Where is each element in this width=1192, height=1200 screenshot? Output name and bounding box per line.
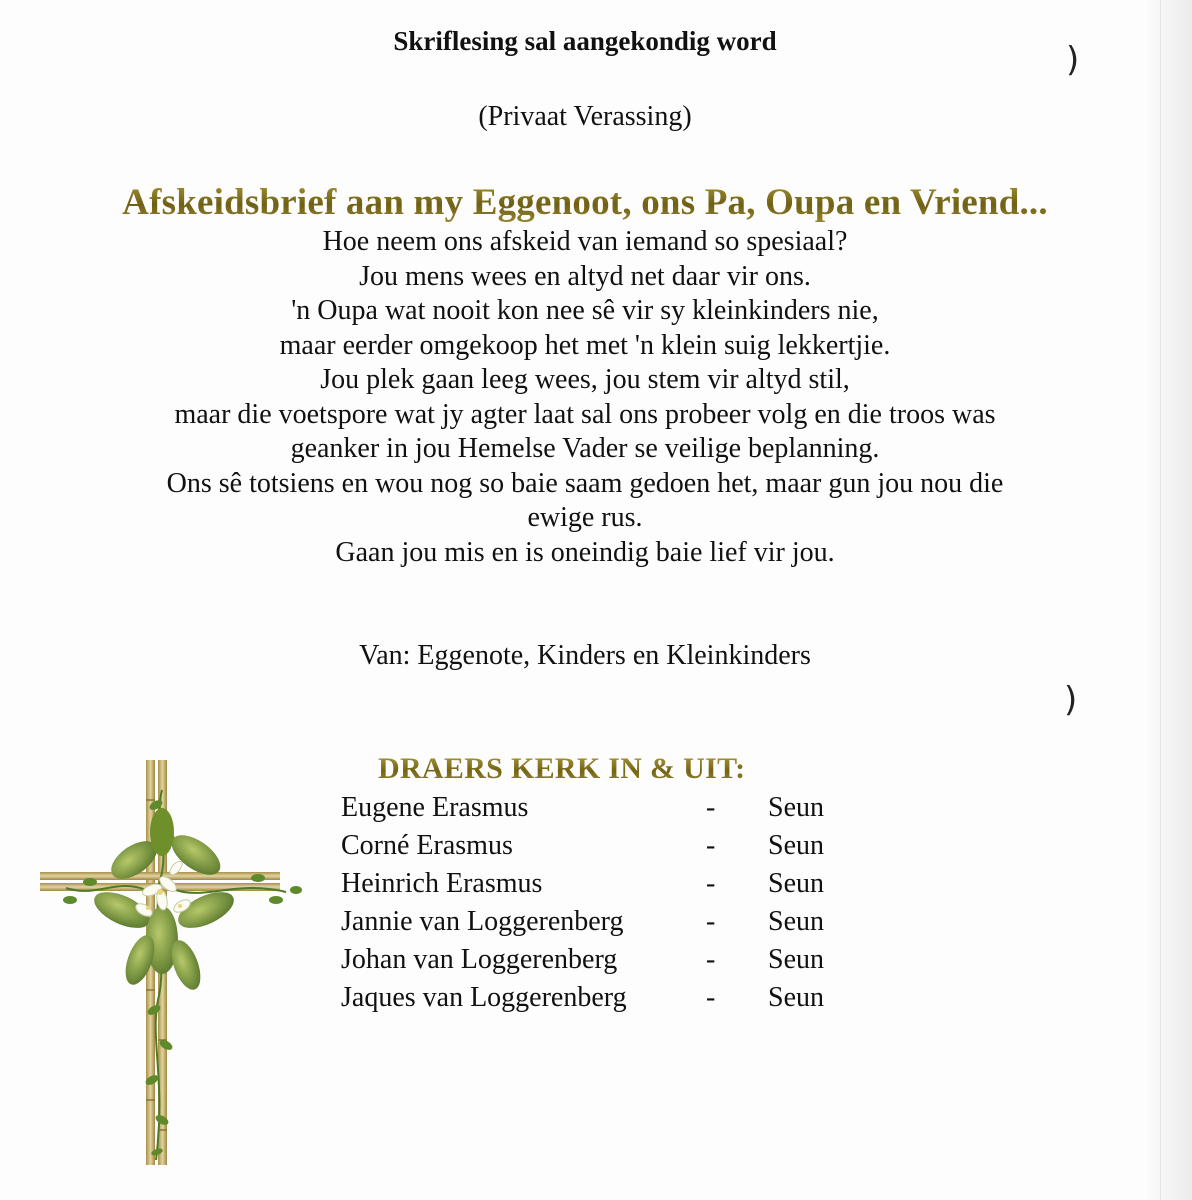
pallbearer-dash: - <box>706 792 716 823</box>
pallbearers-list <box>341 789 861 1017</box>
poem-line: maar die voetspore wat jy agter laat sal ons probeer volg en die troos was <box>174 398 996 430</box>
pallbearer-dash: - <box>706 830 716 861</box>
pallbearer-row <box>341 941 861 979</box>
pallbearer-name: Johan van Loggerenberg <box>341 944 618 975</box>
pallbearer-name: Corné Erasmus <box>341 830 513 861</box>
pallbearer-dash: - <box>706 906 716 937</box>
pallbearer-row <box>341 865 861 903</box>
pallbearer-dash: - <box>706 944 716 975</box>
pallbearer-name: Jannie van Loggerenberg <box>341 906 624 937</box>
scan-edge-line <box>1160 0 1161 1200</box>
poem-line: 'n Oupa wat nooit kon nee sê vir sy kleinkinders nie, <box>291 295 879 326</box>
pallbearer-row <box>341 979 861 1017</box>
poem-line: Gaan jou mis en is oneindig baie lief vir jou. <box>335 536 835 568</box>
cremation-note: (Privaat Verassing) <box>478 101 692 132</box>
scan-edge-shadow <box>1148 0 1192 1200</box>
pallbearer-row <box>341 789 861 827</box>
scripture-note: Skriflesing sal aangekondig word <box>393 26 777 56</box>
pallbearer-relation: Seun <box>768 868 824 899</box>
poem-line: Jou mens wees en altyd net daar vir ons. <box>359 260 811 292</box>
margin-mark-bottom: ) <box>1064 680 1078 720</box>
pallbearer-row <box>341 903 861 941</box>
poem-line: maar eerder omgekoop het met 'n klein suig lekkertjie. <box>279 329 891 361</box>
pallbearer-relation: Seun <box>768 944 824 975</box>
pallbearer-row <box>341 827 861 865</box>
pallbearer-name: Heinrich Erasmus <box>341 868 543 899</box>
pallbearer-relation: Seun <box>768 982 824 1013</box>
floral-cross-illustration <box>36 760 312 1170</box>
poem-line: geanker in jou Hemelse Vader se veilige beplanning. <box>290 433 880 464</box>
poem-line: ewige rus. <box>527 502 643 533</box>
margin-mark-top: ) <box>1066 40 1080 80</box>
farewell-title: Afskeidsbrief aan my Eggenoot, ons Pa, Oupa en Vriend... <box>0 181 1170 224</box>
farewell-poem <box>0 225 1170 570</box>
pallbearer-dash: - <box>706 868 716 899</box>
poem-line: Ons sê totsiens en wou nog so baie saam gedoen het, maar gun jou nou die <box>166 467 1004 499</box>
poem-line: Hoe neem ons afskeid van iemand so spesiaal? <box>322 226 848 257</box>
pallbearer-relation: Seun <box>768 906 824 937</box>
pallbearer-name: Eugene Erasmus <box>341 792 529 823</box>
pallbearers-title: DRAERS KERK IN & UIT: <box>378 752 746 785</box>
pallbearer-relation: Seun <box>768 792 824 823</box>
poem-line: Jou plek gaan leeg wees, jou stem vir altyd stil, <box>320 364 850 395</box>
farewell-signature: Van: Eggenote, Kinders en Kleinkinders <box>359 640 811 671</box>
pallbearer-name: Jaques van Loggerenberg <box>341 982 627 1013</box>
pallbearer-relation: Seun <box>768 830 824 861</box>
pallbearer-dash: - <box>706 982 716 1013</box>
